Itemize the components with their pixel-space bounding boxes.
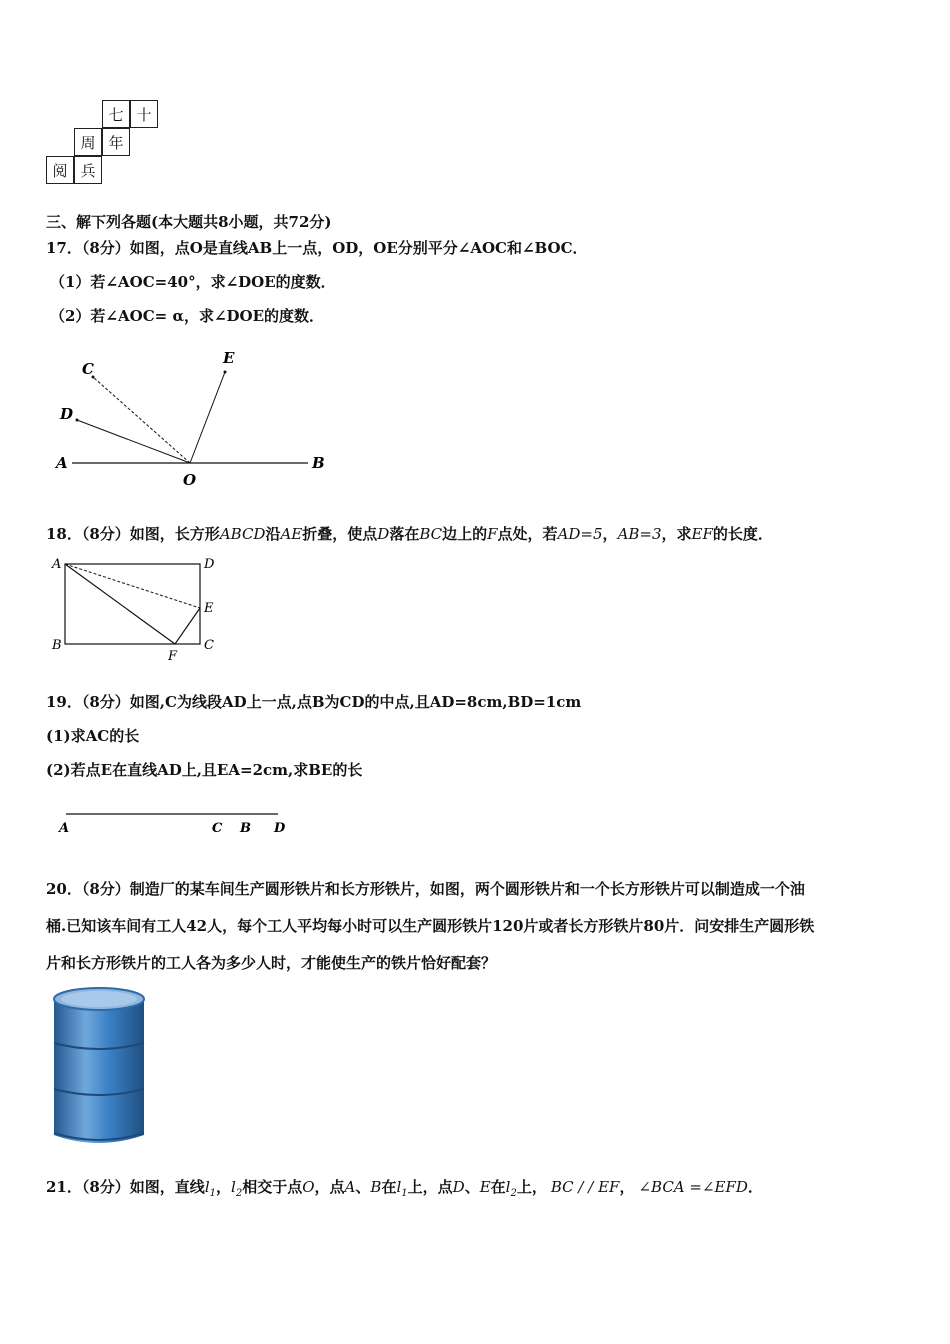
q18-text: 折叠，使点 <box>302 525 378 543</box>
label-e: E <box>223 349 235 367</box>
net-cell-5: 阅 <box>46 156 74 184</box>
label-d: D <box>60 405 74 423</box>
oil-barrel-image <box>48 985 152 1149</box>
q18-ab: AB=3 <box>617 525 662 543</box>
q18-text: 边上的 <box>442 525 488 543</box>
q18-ef: EF <box>691 525 713 543</box>
label-d: D <box>204 557 215 572</box>
label-b: B <box>312 454 325 472</box>
net-cell-1: 七 <box>102 100 130 128</box>
barrel-body <box>54 999 144 1143</box>
q17-stem: 17．（8分）如图，点O是直线AB上一点，OD，OE分别平分∠AOC和∠BOC． <box>46 239 588 257</box>
q21-parallel: BC / / EF <box>550 1178 620 1196</box>
label-c: C <box>82 360 94 378</box>
net-cell-2: 十 <box>130 100 158 128</box>
label-c: C <box>212 821 223 836</box>
ray-oc <box>93 377 190 463</box>
segment-fe <box>175 608 200 644</box>
q18-side-bc: BC <box>419 525 443 543</box>
rectangle-abcd <box>65 564 200 644</box>
q18-text: 点处，若 <box>497 525 558 543</box>
q21-angle-eq: ∠BCA =∠EFD <box>638 1178 748 1196</box>
net-cell-4: 年 <box>102 128 130 156</box>
q19-part2: (2)若点E在直线AD上,且EA=2cm,求BE的长 <box>46 761 363 779</box>
q21-l1b-sub: 1 <box>401 1188 408 1199</box>
q21-pt-e: E <box>479 1178 491 1196</box>
q21-pt-b: B <box>370 1178 382 1196</box>
q18-diagram <box>44 552 224 664</box>
q17-part2: （2）若∠AOC= α，求∠DOE的度数． <box>50 307 325 325</box>
label-a: A <box>52 557 62 572</box>
label-o: O <box>183 471 197 489</box>
q21-text: 上， <box>516 1178 547 1196</box>
label-a: A <box>56 454 68 472</box>
q21-l2b: l <box>505 1178 511 1196</box>
q21-text: ． <box>747 1178 763 1196</box>
ray-oe <box>190 372 225 463</box>
point-e <box>224 371 227 374</box>
barrel-lid-inner <box>61 991 137 1007</box>
net-cell-3: 周 <box>74 128 102 156</box>
q18-text: ， <box>602 525 618 543</box>
q21-text: 、 <box>464 1178 480 1196</box>
q21-text: 在 <box>381 1178 397 1196</box>
q19-diagram <box>50 805 310 841</box>
q21-text: ，点 <box>314 1178 345 1196</box>
q19-stem: 19．（8分）如图,C为线段AD上一点,点B为CD的中点,且AD=8cm,BD=1cm <box>46 693 582 711</box>
q21-l1b: l <box>396 1178 402 1196</box>
q18-pt-f: F <box>487 525 498 543</box>
q18-text: 沿 <box>265 525 281 543</box>
ray-od <box>77 420 190 463</box>
q21-stem <box>46 1176 763 1199</box>
point-d <box>76 419 79 422</box>
segment-af <box>65 564 175 644</box>
section-heading: 三、解下列各题(本大题共8小题，共72分) <box>46 213 332 231</box>
q18-pt-d: D <box>377 525 390 543</box>
q18-rect: ABCD <box>219 525 266 543</box>
q21-l1-sub: 1 <box>209 1188 216 1199</box>
q21-l2b-sub: 2 <box>510 1188 517 1199</box>
fold-line-ae <box>65 564 200 608</box>
label-a: A <box>59 821 70 836</box>
label-c: C <box>204 638 214 653</box>
q21-l1: l <box>204 1178 210 1196</box>
q17-diagram <box>40 340 340 490</box>
q21-pt-o: O <box>302 1178 315 1196</box>
q21-text: ， <box>619 1178 635 1196</box>
q21-pt-d: D <box>452 1178 465 1196</box>
q18-fold-line: AE <box>280 525 303 543</box>
q21-l2: l <box>231 1178 236 1196</box>
q18-text: 的长度． <box>712 525 773 543</box>
q21-text: ， <box>216 1178 232 1196</box>
label-b: B <box>240 821 251 836</box>
q20-line1: 20．（8分）制造厂的某车间生产圆形铁片和长方形铁片，如图，两个圆形铁片和一个长方形铁片可以制造成一个油 <box>46 880 805 898</box>
q21-pt-a: A <box>344 1178 356 1196</box>
label-b: B <box>52 638 62 653</box>
label-e: E <box>204 601 214 616</box>
q21-text: 、 <box>355 1178 371 1196</box>
q18-text: ，求 <box>661 525 692 543</box>
q21-text: 相交于点 <box>242 1178 303 1196</box>
q18-text: 落在 <box>389 525 420 543</box>
label-f: F <box>168 649 178 664</box>
q21-l2-sub: 2 <box>235 1188 243 1199</box>
label-d: D <box>274 821 286 836</box>
net-cell-6: 兵 <box>74 156 102 184</box>
q20-line3: 片和长方形铁片的工人各为多少人时，才能使生产的铁片恰好配套？ <box>46 954 497 972</box>
q18-ad: AD=5 <box>557 525 603 543</box>
q21-text: 21．（8分）如图，直线 <box>46 1178 205 1196</box>
q17-part1: （1）若∠AOC=40°，求∠DOE的度数． <box>50 273 336 291</box>
q19-part1: (1)求AC的长 <box>46 727 140 745</box>
q21-text: 在 <box>490 1178 506 1196</box>
q18-stem <box>46 523 773 544</box>
q21-text: 上，点 <box>407 1178 453 1196</box>
q20-line2: 桶.已知该车间有工人42人，每个工人平均每小时可以生产圆形铁片120片或者长方形铁片80片．问安排生产圆形铁 <box>46 917 815 935</box>
q18-text: 18．（8分）如图，长方形 <box>46 525 220 543</box>
